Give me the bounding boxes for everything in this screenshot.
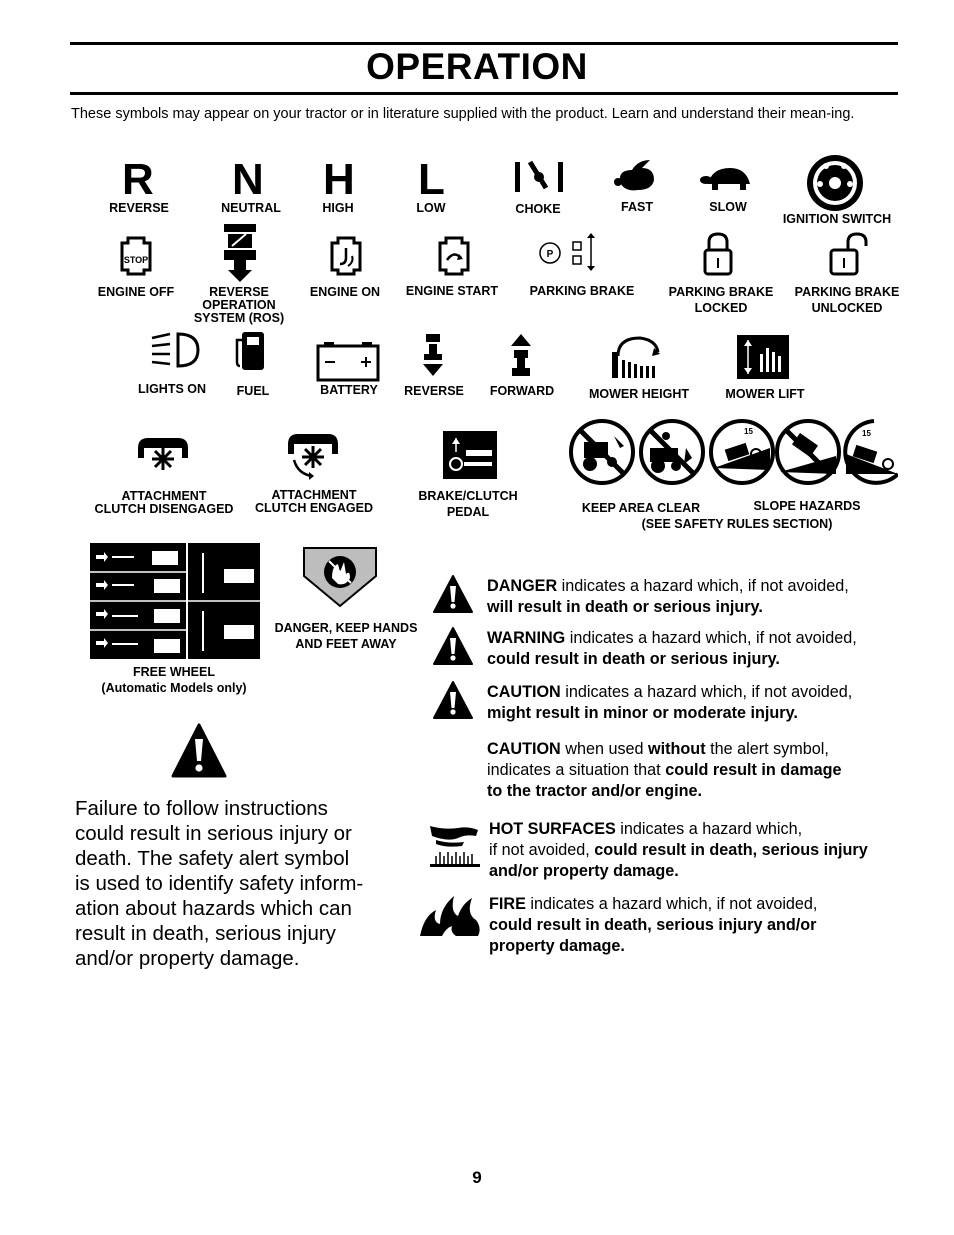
- fire-bold-1: could result in death, serious injury and/or: [489, 916, 817, 934]
- caution2-without: without: [648, 740, 706, 758]
- high-label: HIGH: [322, 201, 354, 215]
- high-letter-icon: H: [323, 155, 355, 204]
- reverse-label: REVERSE: [109, 201, 169, 215]
- keep-area-clear-children-icon: [638, 418, 706, 486]
- slope-hazards-label: SLOPE HAZARDS: [753, 499, 861, 513]
- engine-start-label: ENGINE START: [405, 284, 499, 298]
- parking-brake-locked-icon: [700, 230, 736, 278]
- attachment-disengaged-label-line2: CLUTCH DISENGAGED: [94, 502, 234, 516]
- danger-keep-hands-away-icon: [302, 546, 378, 608]
- lights-on-label: LIGHTS ON: [137, 382, 207, 396]
- fuel-pump-icon: [232, 326, 270, 376]
- engine-off-icon: [116, 234, 156, 278]
- attachment-clutch-disengaged-icon: [134, 434, 192, 474]
- hot-word: HOT SURFACES: [489, 820, 616, 838]
- intro-text: These symbols may appear on your tractor or in literature supplied with the product. Learn and understand their mean-ing.: [71, 106, 855, 122]
- fire-definition: [489, 894, 909, 957]
- ros-label-line3: SYSTEM (ROS): [193, 311, 285, 325]
- engine-off-label: ENGINE OFF: [97, 285, 175, 299]
- slope-hazard-up-icon: [708, 418, 776, 486]
- neutral-letter-icon: N: [232, 155, 264, 204]
- neutral-label: NEUTRAL: [221, 201, 281, 215]
- battery-label: BATTERY: [320, 383, 378, 397]
- forward-arrow-icon: [508, 332, 534, 378]
- caution2-bold-2: to the tractor and/or engine.: [487, 782, 702, 800]
- parking-brake-locked-label-line2: LOCKED: [694, 301, 748, 315]
- free-wheel-label-line2: (Automatic Models only): [101, 681, 247, 695]
- keep-area-clear-label: KEEP AREA CLEAR: [581, 501, 701, 515]
- parking-brake-unlocked-icon: [828, 230, 872, 278]
- failure-line-3: death. The safety alert symbol: [75, 847, 350, 870]
- fuel-label: FUEL: [236, 384, 270, 398]
- ros-tractor-icon: [220, 220, 260, 284]
- caution-word: CAUTION: [487, 683, 561, 701]
- warning-alert-triangle-icon: [432, 626, 474, 666]
- failure-line-1: Failure to follow instructions: [75, 797, 328, 820]
- danger-definition: [487, 576, 907, 618]
- failure-line-7: and/or property damage.: [75, 947, 300, 970]
- choke-label: CHOKE: [515, 202, 561, 216]
- failure-line-5: ation about hazards which can: [75, 897, 352, 920]
- hot-bold-2: and/or property damage.: [489, 862, 679, 880]
- hot-bold-1: could result in death, serious injury: [594, 841, 868, 859]
- fire-word: FIRE: [489, 895, 526, 913]
- warning-bold-text: could result in death or serious injury.: [487, 650, 780, 668]
- warning-definition: [487, 628, 907, 670]
- free-wheel-label-line1: FREE WHEEL: [133, 665, 215, 679]
- title-underline: [70, 92, 898, 95]
- p-text: P: [546, 249, 554, 260]
- engine-on-label: ENGINE ON: [309, 285, 381, 299]
- brake-clutch-pedal-icon: [442, 430, 498, 480]
- page-number: 9: [472, 1168, 482, 1187]
- top-rule: [70, 42, 898, 45]
- parking-brake-unlocked-label-line1: PARKING BRAKE: [794, 285, 900, 299]
- low-label: LOW: [416, 201, 446, 215]
- brake-clutch-label-line2: PEDAL: [446, 505, 490, 519]
- stop-text: STOP: [123, 255, 149, 265]
- attachment-engaged-label-line1: ATTACHMENT: [271, 488, 357, 502]
- reverse-arrow-icon: [420, 332, 446, 378]
- fast-rabbit-icon: [612, 156, 658, 196]
- parking-brake-unlocked-label-line2: UNLOCKED: [811, 301, 883, 315]
- keep-area-clear-icon: [568, 418, 636, 486]
- warning-text: indicates a hazard which, if not avoided,: [565, 629, 857, 647]
- see-safety-rules-label: (SEE SAFETY RULES SECTION): [641, 517, 833, 531]
- caution-alert-triangle-icon: [432, 680, 474, 720]
- warning-word: WARNING: [487, 629, 566, 647]
- caution2-bold-1: could result in damage: [665, 761, 842, 779]
- fire-bold-2: property damage.: [489, 937, 625, 955]
- danger-alert-triangle-icon: [432, 574, 474, 614]
- failure-line-2: could result in serious injury or: [75, 822, 352, 845]
- slope-number-2: 15: [862, 429, 871, 438]
- ignition-switch-icon: [806, 154, 864, 212]
- slope-hazard-side-icon: [774, 418, 842, 486]
- ros-label-line1: REVERSE: [209, 285, 269, 299]
- battery-icon: [316, 340, 382, 382]
- brake-clutch-label-line1: BRAKE/CLUTCH: [418, 489, 518, 503]
- failure-line-4: is used to identify safety inform-: [75, 872, 364, 895]
- danger-bold-text: will result in death or serious injury.: [487, 598, 763, 616]
- attachment-engaged-label-line2: CLUTCH ENGAGED: [254, 501, 374, 515]
- caution-bold-text: might result in minor or moderate injury.: [487, 704, 798, 722]
- parking-brake-icon: [535, 232, 601, 272]
- attachment-clutch-engaged-icon: [284, 430, 342, 480]
- caution2-word: CAUTION: [487, 740, 561, 758]
- fire-icon: [418, 892, 484, 938]
- caution-text: indicates a hazard which, if not avoided,: [560, 683, 853, 701]
- engine-on-icon: [326, 234, 366, 278]
- danger-hands-label-line1: DANGER, KEEP HANDS: [274, 621, 418, 635]
- hot-surfaces-icon: [428, 822, 484, 868]
- caution2-text-b: the alert symbol,: [705, 740, 829, 758]
- ros-label-line2: OPERATION: [202, 298, 276, 312]
- choke-icon: [512, 158, 566, 196]
- slow-label: SLOW: [709, 200, 747, 214]
- slow-turtle-icon: [700, 164, 756, 192]
- hot-surfaces-definition: [489, 819, 909, 882]
- fire-text: indicates a hazard which, if not avoided,: [525, 895, 818, 913]
- hot-text: indicates a hazard which,: [615, 820, 803, 838]
- hot-text-c: if not avoided,: [489, 841, 595, 859]
- low-letter-icon: L: [418, 155, 445, 204]
- mower-height-icon: [608, 332, 662, 382]
- reverse-arrow-label: REVERSE: [404, 384, 464, 398]
- failure-paragraph: [75, 796, 375, 971]
- attachment-disengaged-label-line1: ATTACHMENT: [121, 489, 207, 503]
- danger-hands-label-line2: AND FEET AWAY: [295, 637, 397, 651]
- danger-word: DANGER: [487, 577, 558, 595]
- lights-on-icon: [148, 328, 202, 372]
- engine-start-icon: [434, 234, 474, 278]
- forward-arrow-label: FORWARD: [489, 384, 555, 398]
- ignition-switch-label: IGNITION SWITCH: [782, 212, 892, 226]
- page-title: OPERATION: [366, 46, 588, 87]
- slope-number-1: 15: [744, 427, 753, 436]
- free-wheel-decal-icon: [90, 543, 260, 659]
- caution2-text-c: indicates a situation that: [487, 761, 666, 779]
- parking-brake-label: PARKING BRAKE: [529, 284, 635, 298]
- slope-hazard-down-icon: [840, 418, 898, 486]
- safety-alert-symbol-icon: [170, 722, 228, 780]
- mower-lift-label: MOWER LIFT: [725, 387, 805, 401]
- mower-height-label: MOWER HEIGHT: [589, 387, 689, 401]
- mower-lift-icon: [736, 334, 790, 380]
- failure-line-6: result in death, serious injury: [75, 922, 336, 945]
- reverse-letter-icon: R: [122, 155, 154, 204]
- danger-text: indicates a hazard which, if not avoided,: [557, 577, 849, 595]
- fast-label: FAST: [621, 200, 653, 214]
- caution-definition: [487, 682, 907, 724]
- parking-brake-locked-label-line1: PARKING BRAKE: [668, 285, 774, 299]
- caution-no-symbol-definition: [487, 739, 907, 802]
- caution2-text-a: when used: [560, 740, 649, 758]
